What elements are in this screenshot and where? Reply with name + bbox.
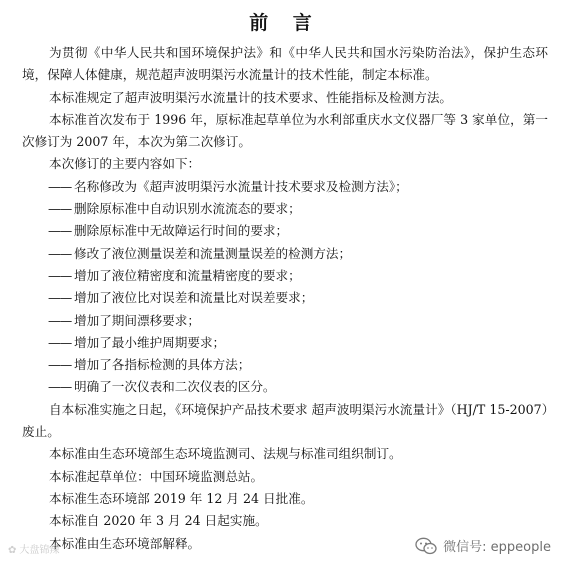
- list-item-text: 删除原标准中自动识别水流流态的要求；: [74, 201, 301, 217]
- list-dash: ——: [48, 334, 72, 350]
- paragraph-effective: 本标准自 2020 年 3 月 24 日起实施。: [49, 513, 268, 529]
- paragraph-drafter: 本标准起草单位：中国环境监测总站。: [49, 468, 264, 484]
- list-item-text: 增加了各指标检测的具体方法；: [74, 357, 251, 373]
- page-title: 前 言: [249, 12, 314, 34]
- list-item: [22, 376, 548, 398]
- list-dash: ——: [48, 245, 72, 261]
- list-dash: ——: [48, 290, 72, 306]
- watermark-right-text: 微信号: eppeople: [443, 540, 551, 555]
- watermark-left-text: 大盘锦辣: [19, 545, 60, 556]
- list-item: [22, 220, 548, 242]
- paw-icon: ✿: [8, 545, 17, 556]
- list-item: [22, 354, 548, 376]
- list-item: [22, 310, 548, 332]
- list-item-text: 删除原标准中无故障运行时间的要求；: [74, 223, 289, 239]
- paragraph-purpose: 为贯彻《中华人民共和国环境保护法》和《中华人民共和国水污染防治法》，保护生态环境，保障人体健康，规范超声波明渠污水流量计的技术性能，制定本标准。: [22, 45, 548, 83]
- list-item: [22, 287, 548, 309]
- watermark-bar: [0, 534, 563, 570]
- list-item: [22, 265, 548, 287]
- paragraph-history: 本标准首次发布于 1996 年，原标准起草单位为水利部重庆水文仪器厂等 3 家单位，第一次修订为 2007 年，本次为第二次修订。: [22, 111, 548, 150]
- list-item: [22, 243, 548, 265]
- list-dash: ——: [48, 201, 72, 217]
- list-item-text: 增加了最小维护周期要求；: [74, 334, 226, 350]
- paragraph-abolish: 自本标准实施之日起，《环境保护产品技术要求 超声波明渠污水流量计》（HJ/T 15-2007）废止。: [22, 401, 548, 440]
- list-item: [22, 176, 548, 198]
- list-dash: ——: [48, 223, 72, 239]
- wechat-icon: [415, 537, 437, 555]
- revision-list: [22, 176, 548, 399]
- list-item-text: 增加了期间漂移要求；: [74, 312, 200, 328]
- list-dash: ——: [48, 267, 72, 283]
- list-item: [22, 198, 548, 220]
- document-body: [22, 42, 548, 555]
- list-item-text: 名称修改为《超声波明渠污水流量计技术要求及检测方法》；: [74, 178, 408, 194]
- list-item-text: 增加了液位比对误差和流量比对误差要求；: [74, 290, 314, 306]
- paragraph-revision-intro: 本次修订的主要内容如下：: [49, 156, 201, 172]
- list-dash: ——: [48, 379, 72, 395]
- watermark-left: [8, 541, 59, 556]
- list-dash: ——: [48, 357, 72, 373]
- paragraph-organizer: 本标准由生态环境部生态环境监测司、法规与标准司组织制订。: [49, 446, 402, 462]
- list-item-text: 增加了液位精密度和流量精密度的要求；: [74, 267, 301, 283]
- paragraph-scope: 本标准规定了超声波明渠污水流量计的技术要求、性能指标及检测方法。: [49, 89, 452, 105]
- paragraph-interpretation: 本标准由生态环境部解释。: [49, 535, 201, 551]
- list-item-text: 修改了液位测量误差和流量测量误差的检测方法；: [74, 245, 352, 261]
- list-dash: ——: [48, 312, 72, 328]
- list-item-text: 明确了一次仪表和二次仪表的区分。: [74, 379, 276, 395]
- list-item: [22, 332, 548, 354]
- list-dash: ——: [48, 178, 72, 194]
- watermark-right: [415, 536, 551, 555]
- paragraph-approval: 本标准生态环境部 2019 年 12 月 24 日批准。: [49, 490, 314, 506]
